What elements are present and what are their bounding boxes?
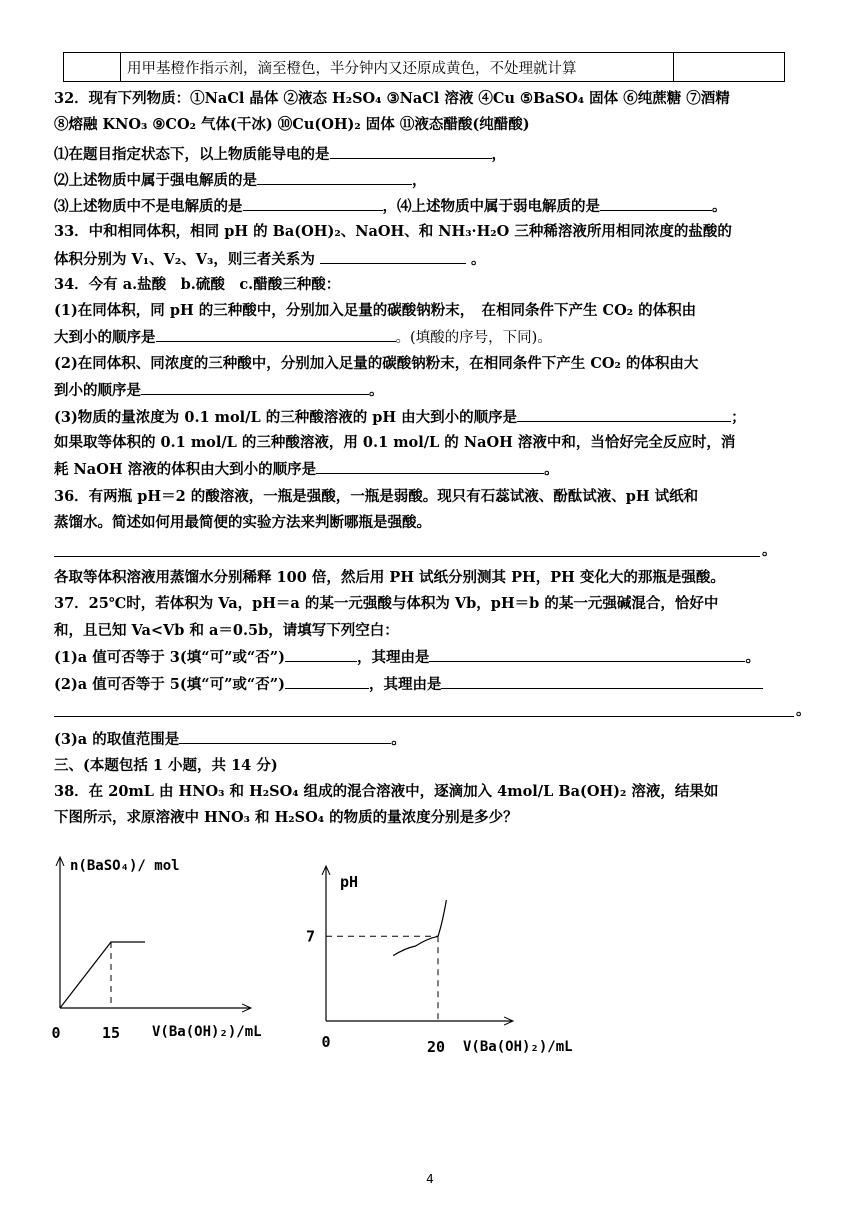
q34-p3-line3-end: 。	[544, 461, 559, 478]
q33-blank[interactable]	[320, 249, 466, 264]
q34-p3-line3	[54, 459, 559, 480]
q34-intro: 34．今有 a.盐酸 b.硫酸 c.醋酸三种酸：	[54, 276, 341, 293]
q37-part2-text: (2)a 值可否等于 5(填“可”或“否”)	[54, 676, 285, 693]
q32-part1	[54, 144, 506, 165]
q32-line2: ⑧熔融 KNO₃ ⑨CO₂ 气体(干冰) ⑩Cu(OH)₂ 固体 ⑪液态醋酸(纯醋酸)	[54, 116, 530, 133]
chart-ph	[300, 855, 620, 1065]
q33-line2-end: 。	[470, 251, 486, 268]
q38-line2: 下图所示，求原溶液中 HNO₃ 和 H₂SO₄ 的物质的量浓度分别是多少？	[54, 809, 518, 826]
q34-p2-line2	[54, 380, 384, 401]
q32-part1-text: ⑴在题目指定状态下，以上物质能导电的是	[54, 146, 330, 163]
q34-p3-line1-end: ；	[731, 409, 746, 426]
q36-line3-end: 。	[762, 542, 777, 559]
q34-blank-2[interactable]	[141, 380, 369, 395]
q33-line2-text: 体积分别为 V₁、V₂、V₃，则三者关系为	[54, 251, 315, 268]
q32-part4-text: ，⑷上述物质中属于弱电解质的是	[382, 198, 600, 215]
q32-part3	[54, 196, 727, 217]
chart1-series-line	[60, 942, 145, 1008]
q37-part2-end: 。	[796, 702, 811, 719]
table-cell-text	[121, 53, 674, 82]
q38-line1: 38．在 20mL 由 HNO₃ 和 H₂SO₄ 组成的混合溶液中，逐滴加入 4mol/L Ba(OH)₂ 溶液，结果如	[54, 783, 719, 800]
table-cell-empty-left	[64, 53, 121, 82]
q32-part2-end: ，	[412, 172, 427, 189]
q32-blank-4[interactable]	[600, 196, 712, 211]
chart-baso4	[40, 848, 340, 1058]
q34-blank-3[interactable]	[517, 407, 731, 422]
q37-blank-1[interactable]	[285, 647, 357, 662]
q34-p3-line3-text: 耗 NaOH 溶液的体积由大到小的顺序是	[54, 461, 317, 478]
q37-part3-end: 。	[391, 731, 406, 748]
q34-p1-line2-end: 。(填酸的序号，下同)。	[395, 330, 552, 346]
q37-blank-5[interactable]	[179, 729, 391, 744]
chart2-y-tick-label: 7	[306, 927, 316, 946]
q36-answer: 各取等体积溶液用蒸馏水分别稀释 100 倍，然后用 PH 试纸分别测其 PH，PH 变化大的那瓶是强酸。	[54, 569, 725, 586]
page-number: 4	[426, 1172, 434, 1186]
table-cell-empty-right	[674, 53, 785, 82]
chart1-origin-label: 0	[51, 1024, 61, 1042]
q37-blank-4[interactable]	[441, 674, 763, 689]
table-cell-label: 用甲基橙作指示剂，滴至橙色，半分钟内又还原成黄色，不处理就计算	[127, 60, 577, 77]
q34-p3-line2: 如果取等体积的 0.1 mol/L 的三种酸溶液，用 0.1 mol/L 的 NaOH 溶液中和，当恰好完全反应时，消	[54, 434, 736, 451]
q37-part1-mid: ，其理由是	[356, 649, 430, 666]
q37-reason-continued-blank[interactable]	[54, 716, 794, 717]
chart2-x-label: V(Ba(OH)₂)/mL	[463, 1039, 573, 1055]
q32-part2	[54, 170, 427, 191]
q37-blank-2[interactable]	[429, 647, 745, 662]
q37-part1-end: 。	[745, 649, 760, 666]
answer-table	[63, 52, 785, 82]
q37-blank-3[interactable]	[285, 674, 369, 689]
section3-heading: 三、(本题包括 1 小题，共 14 分)	[54, 757, 278, 774]
q34-p2-line2-text: 到小的顺序是	[54, 382, 141, 399]
q32-blank-2[interactable]	[257, 170, 412, 185]
q32-part2-text: ⑵上述物质中属于强电解质的是	[54, 172, 257, 189]
q32-part3-end: 。	[712, 198, 727, 215]
q32-blank-1[interactable]	[330, 144, 492, 159]
chart2-origin-label: 0	[321, 1033, 331, 1051]
chart2-x-tick-label: 20	[426, 1038, 446, 1056]
q37-part1	[54, 647, 760, 668]
q37-line2: 和，且已知 Va<Vb 和 a＝0.5b，请填写下列空白：	[54, 622, 399, 639]
q36-line2: 蒸馏水。简述如何用最简便的实验方法来判断哪瓶是强酸。	[54, 514, 431, 531]
q34-p2-line1: (2)在同体积、同浓度的三种酸中，分别加入足量的碳酸钠粉末，在相同条件下产生 CO₂ 的体积由大	[54, 355, 699, 372]
q37-part3	[54, 729, 406, 750]
chart2-y-label: pH	[340, 873, 359, 891]
q37-line1: 37．25℃时，若体积为 Va，pH＝a 的某一元强酸与体积为 Vb，pH＝b 的某一元强碱混合，恰好中	[54, 595, 719, 612]
chart1-x-label: V(Ba(OH)₂)/mL	[152, 1024, 262, 1040]
q34-p1-line2-text: 大到小的顺序是	[54, 329, 156, 346]
q34-p3-line1-text: (3)物质的量浓度为 0.1 mol/L 的三种酸溶液的 pH 由大到小的顺序是	[54, 409, 518, 426]
q37-part1-text: (1)a 值可否等于 3(填“可”或“否”)	[54, 649, 285, 666]
chart1-x-tick-label: 15	[101, 1024, 121, 1042]
q36-answer-blank[interactable]	[54, 556, 760, 557]
q33-line1: 33．中和相同体积，相同 pH 的 Ba(OH)₂、NaOH、和 NH₃·H₂O 三种稀溶液所用相同浓度的盐酸的	[54, 223, 732, 240]
q34-p2-line2-end: 。	[369, 382, 384, 399]
q33-line2	[54, 249, 485, 270]
q37-part3-text: (3)a 的取值范围是	[54, 731, 180, 748]
q34-blank-4[interactable]	[316, 459, 544, 474]
q34-p3-line1	[54, 407, 746, 428]
q32-line1: 32．现有下列物质：①NaCl 晶体 ②液态 H₂SO₄ ③NaCl 溶液 ④Cu ⑤BaSO₄ 固体 ⑥纯蔗糖 ⑦酒精	[54, 90, 730, 107]
q37-part2	[54, 674, 763, 695]
q32-blank-3[interactable]	[243, 196, 383, 211]
q32-part1-end: ，	[491, 146, 506, 163]
q34-blank-1[interactable]	[156, 327, 396, 342]
chart1-y-label: n(BaSO₄)/ mol	[70, 858, 180, 874]
q37-part2-mid: ，其理由是	[368, 676, 442, 693]
q32-part3-text: ⑶上述物质中不是电解质的是	[54, 198, 243, 215]
q36-line1: 36．有两瓶 pH＝2 的酸溶液，一瓶是强酸，一瓶是弱酸。现只有石蕊试液、酚酞试液、pH 试纸和	[54, 488, 699, 505]
table-row	[64, 53, 785, 82]
q34-p1-line2	[54, 327, 552, 348]
q34-p1-line1: (1)在同体积，同 pH 的三种酸中，分别加入足量的碳酸钠粉末， 在相同条件下产生 CO₂ 的体积由	[54, 302, 697, 319]
